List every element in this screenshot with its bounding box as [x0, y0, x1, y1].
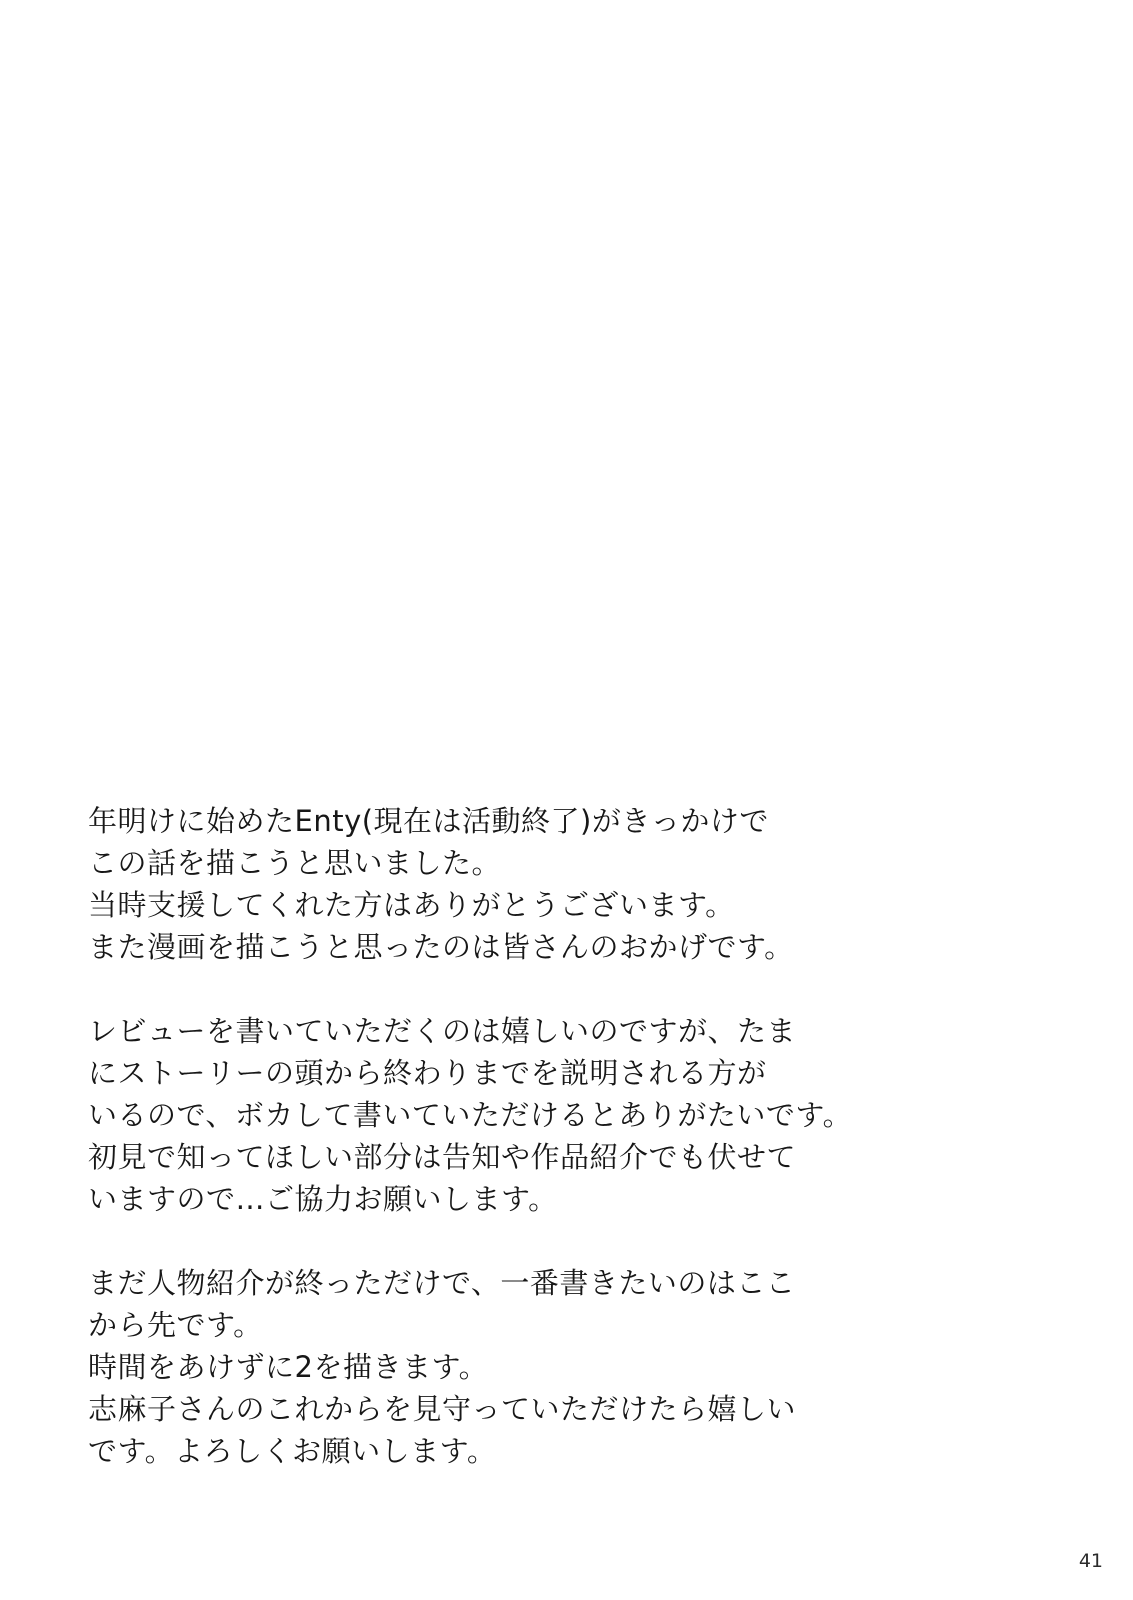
afterword-line: 当時支援してくれた方はありがとうございます。	[88, 888, 735, 922]
afterword-paragraph-2	[88, 1010, 1048, 1220]
afterword-line: また漫画を描こうと思ったのは皆さんのおかげです。	[88, 930, 794, 964]
afterword-line: から先です。	[88, 1308, 263, 1342]
page-number: 41	[1078, 1550, 1103, 1572]
afterword-line: 年明けに始めたEnty(現在は活動終了)がきっかけで	[88, 804, 769, 838]
afterword-line: いますので…ご協力お願いします。	[88, 1182, 558, 1216]
afterword-line: まだ人物紹介が終っただけで、一番書きたいのはここ	[88, 1266, 796, 1300]
afterword-line: です。よろしくお願いします。	[88, 1434, 497, 1468]
afterword-text-block	[88, 800, 1048, 1472]
afterword-paragraph-3	[88, 1262, 1048, 1472]
afterword-line: 時間をあけずに2を描きます。	[88, 1350, 489, 1384]
afterword-line: この話を描こうと思いました。	[88, 846, 502, 880]
afterword-line: 初見で知ってほしい部分は告知や作品紹介でも伏せて	[88, 1140, 797, 1174]
afterword-line: レビューを書いていただくのは嬉しいのですが、たま	[88, 1014, 797, 1048]
afterword-line: にストーリーの頭から終わりまでを説明される方が	[88, 1056, 767, 1090]
afterword-line: いるので、ボカして書いていただけるとありがたいです。	[88, 1098, 853, 1132]
afterword-paragraph-1	[88, 800, 1048, 968]
afterword-line: 志麻子さんのこれからを見守っていただけたら嬉しい	[88, 1392, 797, 1426]
